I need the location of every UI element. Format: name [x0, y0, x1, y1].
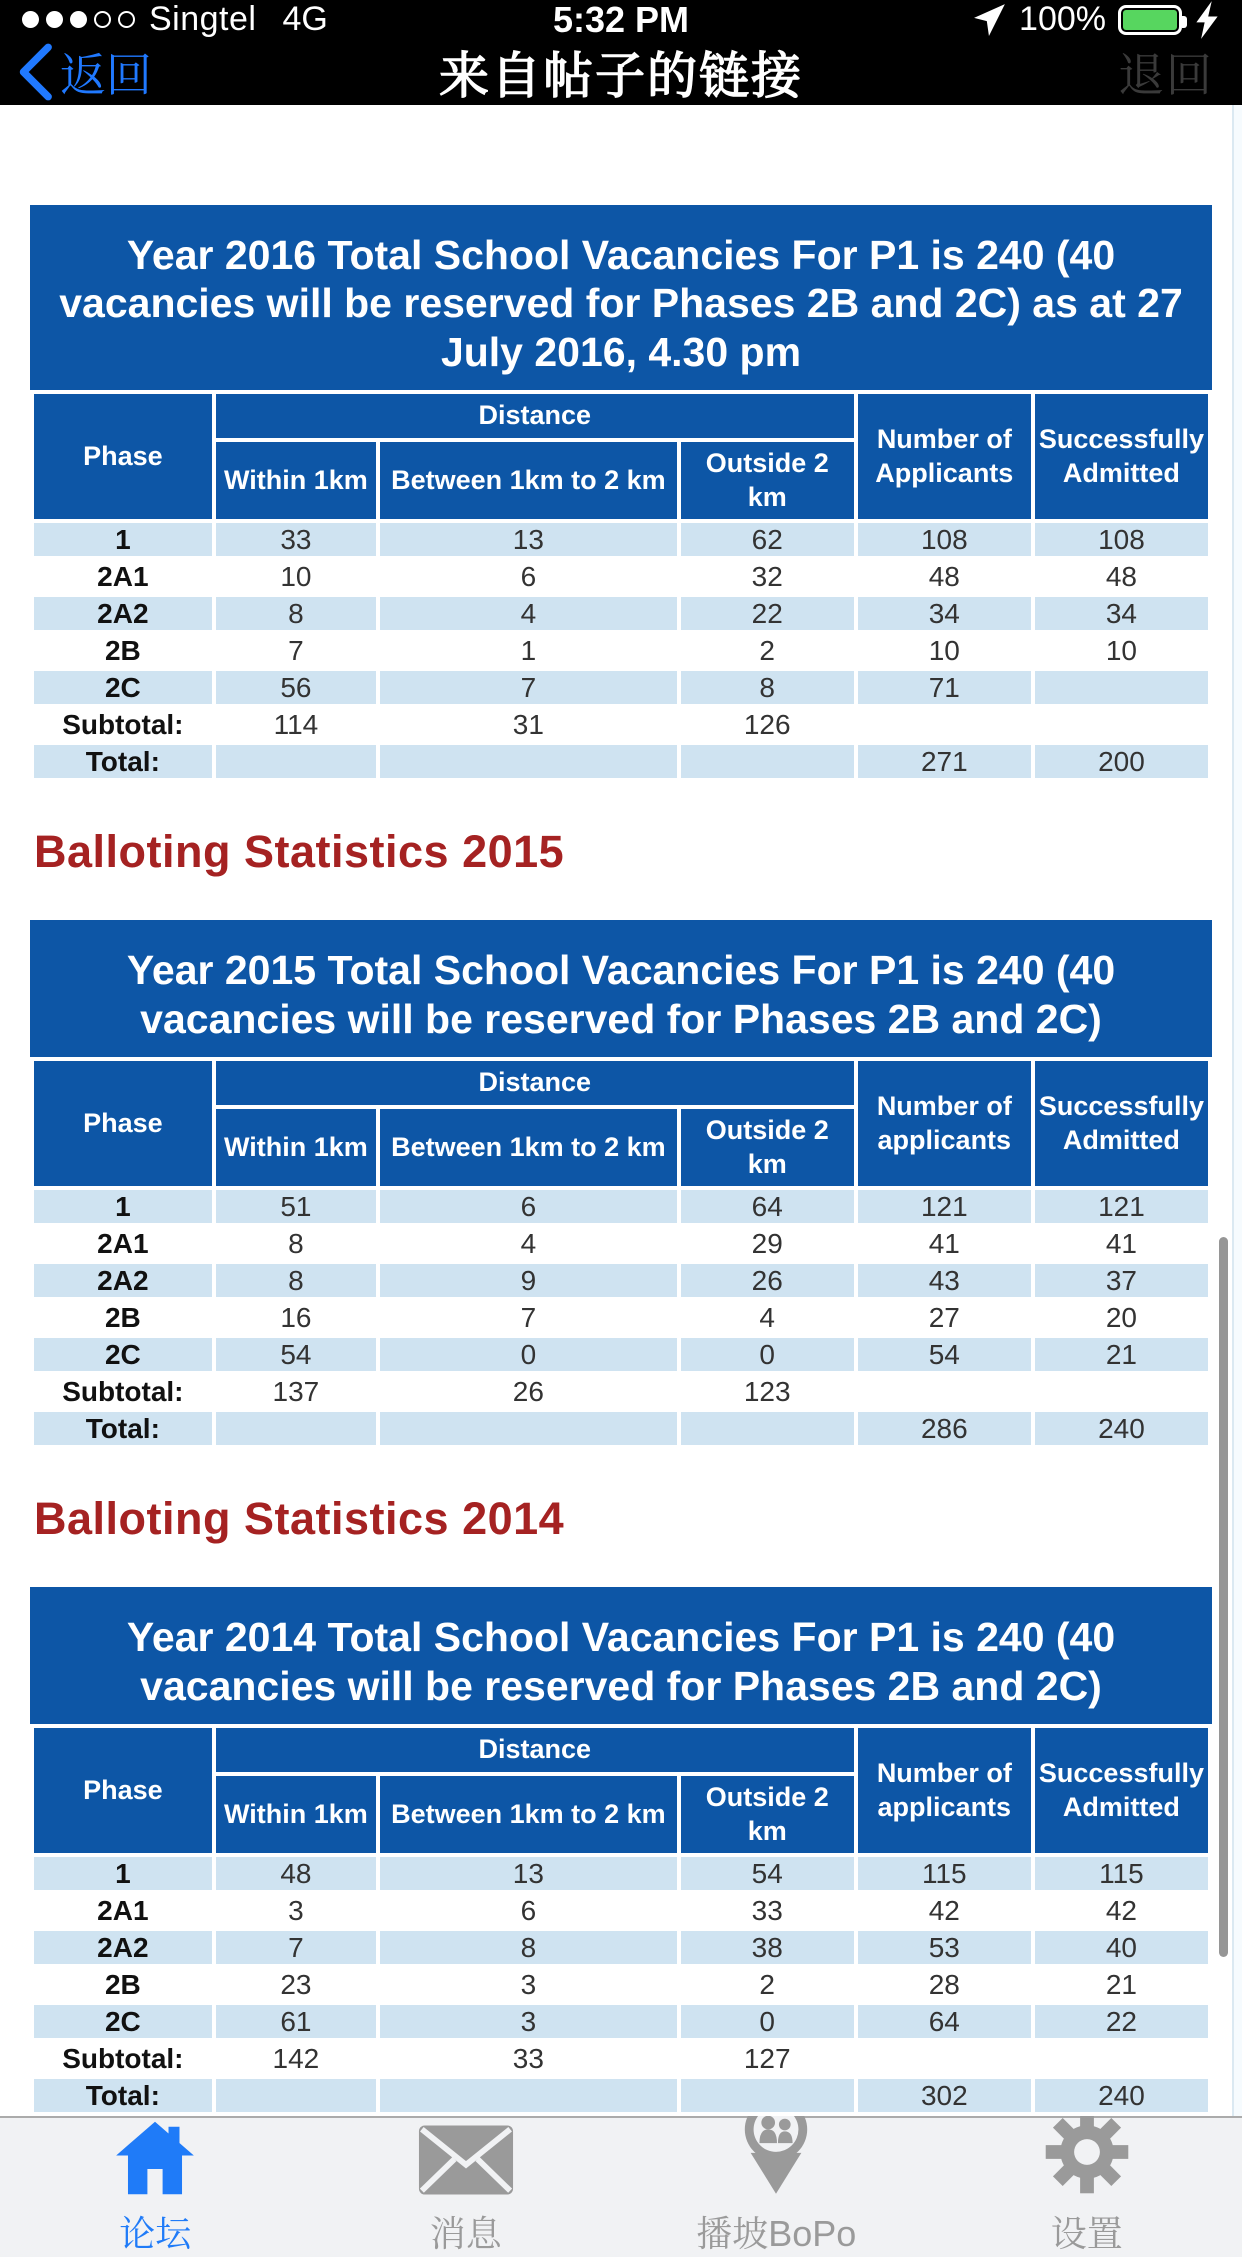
- phase-cell: 2B: [34, 634, 212, 667]
- value-cell: 34: [1035, 597, 1208, 630]
- table-row: [34, 1190, 1208, 1223]
- value-cell: 123: [681, 1375, 854, 1408]
- forward-button[interactable]: 退回: [1118, 39, 1214, 105]
- value-cell: 10: [858, 634, 1031, 667]
- value-cell: 54: [858, 1338, 1031, 1371]
- chevron-left-icon: [18, 44, 52, 100]
- value-cell: 240: [1035, 1412, 1208, 1445]
- value-cell: 200: [1035, 745, 1208, 778]
- value-cell: [681, 745, 854, 778]
- value-cell: 108: [858, 523, 1031, 556]
- table-row: [34, 745, 1208, 778]
- value-cell: [380, 2079, 677, 2112]
- value-cell: 33: [216, 523, 376, 556]
- col-header-within-1km: Within 1km: [216, 1776, 376, 1854]
- table-row: [34, 1412, 1208, 1445]
- table-row: [34, 597, 1208, 630]
- phase-cell: 2A1: [34, 560, 212, 593]
- value-cell: 13: [380, 523, 677, 556]
- value-cell: [380, 1412, 677, 1445]
- col-header-distance: Distance: [216, 1728, 854, 1772]
- phase-cell: 2B: [34, 1968, 212, 2001]
- carrier-label: Singtel: [149, 0, 256, 39]
- value-cell: 302: [858, 2079, 1031, 2112]
- value-cell: [1035, 708, 1208, 741]
- table-row: [34, 2079, 1208, 2112]
- value-cell: [681, 1412, 854, 1445]
- value-cell: [216, 2079, 376, 2112]
- col-header-admitted: Successfully Admitted: [1035, 1061, 1208, 1186]
- value-cell: 114: [216, 708, 376, 741]
- value-cell: 54: [681, 1857, 854, 1890]
- tab-messages-label: 消息: [430, 2206, 502, 2257]
- signal-strength-icon: [22, 11, 135, 28]
- back-button-label: 返回: [60, 39, 152, 105]
- value-cell: 21: [1035, 1338, 1208, 1371]
- tab-bopo-label: 播坡BoPo: [696, 2206, 856, 2257]
- balloting-table-2: [30, 1587, 1212, 2116]
- value-cell: [216, 1412, 376, 1445]
- value-cell: 6: [380, 1190, 677, 1223]
- value-cell: 23: [216, 1968, 376, 2001]
- value-cell: 38: [681, 1931, 854, 1964]
- col-header-applicants: Number of Applicants: [858, 394, 1031, 519]
- value-cell: 6: [380, 1894, 677, 1927]
- table-row: [34, 1227, 1208, 1260]
- charging-bolt-icon: [1194, 1, 1220, 39]
- page-edge-strip: [1232, 105, 1242, 2116]
- value-cell: 53: [858, 1931, 1031, 1964]
- envelope-icon: [418, 2124, 514, 2196]
- value-cell: 71: [858, 671, 1031, 704]
- value-cell: 56: [216, 671, 376, 704]
- value-cell: [858, 2042, 1031, 2075]
- value-cell: 40: [1035, 1931, 1208, 1964]
- col-header-distance: Distance: [216, 394, 854, 438]
- value-cell: 121: [858, 1190, 1031, 1223]
- value-cell: 7: [216, 634, 376, 667]
- balloting-table-1: [30, 920, 1212, 1449]
- balloting-section: [30, 826, 1212, 1449]
- value-cell: 6: [380, 560, 677, 593]
- clock-label: 5:32 PM: [0, 0, 1242, 41]
- value-cell: 33: [681, 1894, 854, 1927]
- balloting-section: [30, 205, 1212, 782]
- value-cell: 3: [216, 1894, 376, 1927]
- col-header-within-1km: Within 1km: [216, 442, 376, 520]
- table-row: [34, 708, 1208, 741]
- value-cell: 240: [1035, 2079, 1208, 2112]
- col-header-distance: Distance: [216, 1061, 854, 1105]
- battery-icon: [1118, 5, 1182, 35]
- value-cell: 41: [858, 1227, 1031, 1260]
- value-cell: 4: [681, 1301, 854, 1334]
- value-cell: 37: [1035, 1264, 1208, 1297]
- value-cell: 10: [216, 560, 376, 593]
- network-type-label: 4G: [282, 0, 327, 39]
- table-row: [34, 634, 1208, 667]
- value-cell: 0: [380, 1338, 677, 1371]
- table-row: [34, 1375, 1208, 1408]
- phase-cell: Subtotal:: [34, 1375, 212, 1408]
- value-cell: 54: [216, 1338, 376, 1371]
- value-cell: [216, 745, 376, 778]
- value-cell: 20: [1035, 1301, 1208, 1334]
- value-cell: 3: [380, 2005, 677, 2038]
- value-cell: 42: [1035, 1894, 1208, 1927]
- value-cell: 2: [681, 634, 854, 667]
- phase-cell: Total:: [34, 2079, 212, 2112]
- col-header-between-1-2km: Between 1km to 2 km: [380, 1109, 677, 1187]
- value-cell: 26: [380, 1375, 677, 1408]
- value-cell: 137: [216, 1375, 376, 1408]
- table-row: [34, 1264, 1208, 1297]
- value-cell: 61: [216, 2005, 376, 2038]
- value-cell: 13: [380, 1857, 677, 1890]
- value-cell: 108: [1035, 523, 1208, 556]
- col-header-outside-2km: Outside 2 km: [681, 442, 854, 520]
- value-cell: 64: [858, 2005, 1031, 2038]
- phase-cell: 2B: [34, 1301, 212, 1334]
- value-cell: 7: [216, 1931, 376, 1964]
- table-title: Year 2014 Total School Vacancies For P1 is 240 (40 vacancies will be reserved for Phases 2B and 2C): [30, 1587, 1212, 1724]
- col-header-admitted: Successfully Admitted: [1035, 1728, 1208, 1853]
- phase-cell: 2A1: [34, 1227, 212, 1260]
- value-cell: 33: [380, 2042, 677, 2075]
- tab-bar: [0, 2116, 1242, 2257]
- phase-cell: 2C: [34, 2005, 212, 2038]
- value-cell: 9: [380, 1264, 677, 1297]
- table-row: [34, 1894, 1208, 1927]
- tab-forum[interactable]: [0, 2118, 311, 2257]
- location-arrow-icon: [973, 3, 1007, 37]
- value-cell: [1035, 2042, 1208, 2075]
- value-cell: 64: [681, 1190, 854, 1223]
- table-title: Year 2016 Total School Vacancies For P1 is 240 (40 vacancies will be reserved for Phases 2B and 2C) as at 27 July 2016, 4.30 pm: [30, 205, 1212, 390]
- page-title: 来自帖子的链接: [0, 36, 1242, 108]
- value-cell: 51: [216, 1190, 376, 1223]
- table-row: [34, 560, 1208, 593]
- phase-cell: 2C: [34, 1338, 212, 1371]
- col-header-outside-2km: Outside 2 km: [681, 1109, 854, 1187]
- value-cell: 286: [858, 1412, 1031, 1445]
- phase-cell: 1: [34, 523, 212, 556]
- value-cell: 1: [380, 634, 677, 667]
- col-header-outside-2km: Outside 2 km: [681, 1776, 854, 1854]
- tab-settings-label: 设置: [1051, 2206, 1123, 2257]
- value-cell: 115: [1035, 1857, 1208, 1890]
- value-cell: 22: [1035, 2005, 1208, 2038]
- value-cell: 7: [380, 1301, 677, 1334]
- phase-cell: 1: [34, 1190, 212, 1223]
- value-cell: [1035, 671, 1208, 704]
- value-cell: 0: [681, 1338, 854, 1371]
- section-heading: Balloting Statistics 2014: [34, 1493, 1212, 1545]
- col-header-admitted: Successfully Admitted: [1035, 394, 1208, 519]
- table-row: [34, 1338, 1208, 1371]
- phase-cell: Total:: [34, 1412, 212, 1445]
- balloting-sections: [0, 205, 1242, 2116]
- status-bar: [0, 0, 1242, 39]
- value-cell: 271: [858, 745, 1031, 778]
- phase-cell: Total:: [34, 745, 212, 778]
- phase-cell: 2A1: [34, 1894, 212, 1927]
- table-row: [34, 1931, 1208, 1964]
- phase-cell: Subtotal:: [34, 708, 212, 741]
- value-cell: 121: [1035, 1190, 1208, 1223]
- table-row: [34, 1968, 1208, 2001]
- table-row: [34, 1301, 1208, 1334]
- table-row: [34, 1857, 1208, 1890]
- value-cell: 8: [216, 1264, 376, 1297]
- value-cell: 8: [216, 597, 376, 630]
- tab-settings[interactable]: [932, 2118, 1242, 2257]
- value-cell: 22: [681, 597, 854, 630]
- phase-cell: 1: [34, 1857, 212, 1890]
- value-cell: 32: [681, 560, 854, 593]
- balloting-table-0: [30, 205, 1212, 782]
- col-header-phase: Phase: [34, 1061, 212, 1186]
- value-cell: 34: [858, 597, 1031, 630]
- value-cell: 0: [681, 2005, 854, 2038]
- value-cell: 28: [858, 1968, 1031, 2001]
- value-cell: [858, 708, 1031, 741]
- value-cell: 27: [858, 1301, 1031, 1334]
- gear-icon: [1044, 2108, 1130, 2196]
- balloting-section: [30, 1493, 1212, 2116]
- value-cell: 127: [681, 2042, 854, 2075]
- value-cell: [380, 745, 677, 778]
- back-button[interactable]: [18, 39, 152, 105]
- phase-cell: 2A2: [34, 1931, 212, 1964]
- value-cell: 29: [681, 1227, 854, 1260]
- battery-percent-label: 100%: [1019, 0, 1106, 39]
- col-header-between-1-2km: Between 1km to 2 km: [380, 1776, 677, 1854]
- value-cell: 142: [216, 2042, 376, 2075]
- value-cell: 3: [380, 1968, 677, 2001]
- col-header-phase: Phase: [34, 394, 212, 519]
- tab-bopo[interactable]: [621, 2118, 932, 2257]
- phase-cell: 2C: [34, 671, 212, 704]
- col-header-phase: Phase: [34, 1728, 212, 1853]
- value-cell: 31: [380, 708, 677, 741]
- table-row: [34, 523, 1208, 556]
- col-header-between-1-2km: Between 1km to 2 km: [380, 442, 677, 520]
- tab-messages[interactable]: [311, 2118, 622, 2257]
- value-cell: 48: [1035, 560, 1208, 593]
- value-cell: 41: [1035, 1227, 1208, 1260]
- value-cell: 21: [1035, 1968, 1208, 2001]
- phase-cell: 2A2: [34, 597, 212, 630]
- value-cell: 48: [858, 560, 1031, 593]
- table-title: Year 2015 Total School Vacancies For P1 is 240 (40 vacancies will be reserved for Phases 2B and 2C): [30, 920, 1212, 1057]
- value-cell: 7: [380, 671, 677, 704]
- table-row: [34, 671, 1208, 704]
- nav-bar: [0, 39, 1242, 105]
- col-header-within-1km: Within 1km: [216, 1109, 376, 1187]
- value-cell: [1035, 1375, 1208, 1408]
- table-row: [34, 2042, 1208, 2075]
- table-row: [34, 2005, 1208, 2038]
- col-header-applicants: Number of applicants: [858, 1728, 1031, 1853]
- value-cell: [858, 1375, 1031, 1408]
- value-cell: 10: [1035, 634, 1208, 667]
- section-heading: Balloting Statistics 2015: [34, 826, 1212, 878]
- value-cell: 4: [380, 1227, 677, 1260]
- tab-forum-label: 论坛: [119, 2206, 191, 2257]
- phase-cell: Subtotal:: [34, 2042, 212, 2075]
- value-cell: 8: [380, 1931, 677, 1964]
- value-cell: 4: [380, 597, 677, 630]
- value-cell: 8: [681, 671, 854, 704]
- value-cell: 42: [858, 1894, 1031, 1927]
- value-cell: 8: [216, 1227, 376, 1260]
- value-cell: 62: [681, 523, 854, 556]
- value-cell: 26: [681, 1264, 854, 1297]
- value-cell: 48: [216, 1857, 376, 1890]
- value-cell: [681, 2079, 854, 2112]
- value-cell: 126: [681, 708, 854, 741]
- col-header-applicants: Number of applicants: [858, 1061, 1031, 1186]
- value-cell: 2: [681, 1968, 854, 2001]
- home-icon: [112, 2120, 198, 2196]
- value-cell: 16: [216, 1301, 376, 1334]
- scrollbar-thumb[interactable]: [1219, 1237, 1228, 1957]
- value-cell: 115: [858, 1857, 1031, 1890]
- value-cell: 43: [858, 1264, 1031, 1297]
- webview-content: [0, 105, 1242, 2116]
- phase-cell: 2A2: [34, 1264, 212, 1297]
